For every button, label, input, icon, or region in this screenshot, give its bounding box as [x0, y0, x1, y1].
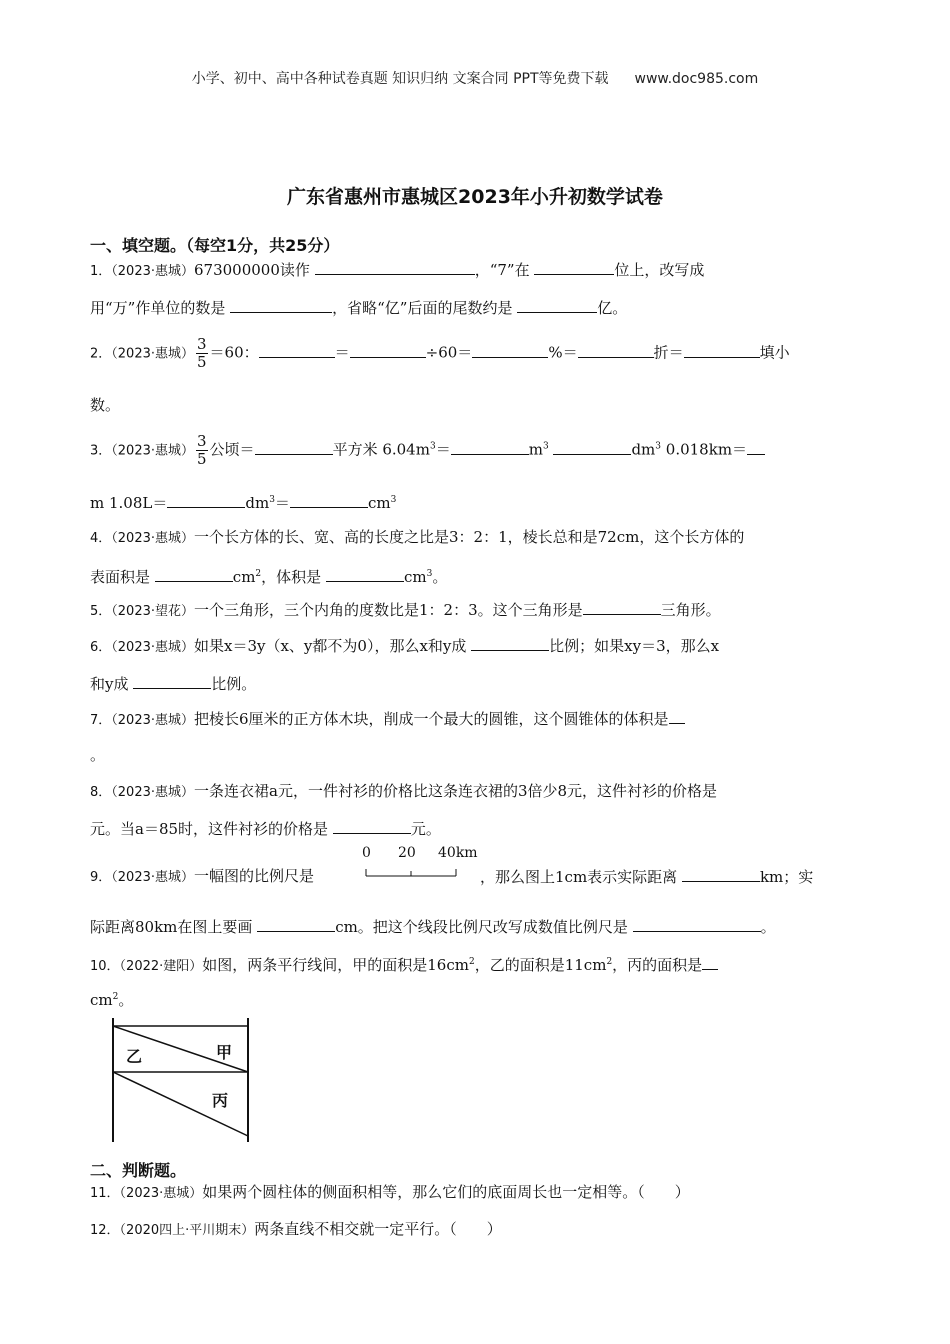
answer-blank[interactable]: [583, 599, 661, 615]
question-source: （2023·惠城）: [119, 1186, 203, 1201]
question-source: （2023·惠城）: [111, 713, 194, 728]
question-source: （2020四上·平川期末）: [119, 1223, 255, 1238]
question-number: 3．: [90, 443, 112, 459]
answer-blank[interactable]: [333, 818, 411, 834]
question-number: 10．: [90, 959, 120, 974]
question-text: 一幅图的比例尺是: [194, 867, 315, 885]
superscript: 3: [655, 441, 662, 452]
question-text: 三角形。: [660, 601, 721, 619]
question-10-line-2: [90, 987, 133, 1010]
question-text: 元。: [410, 820, 441, 838]
label-jia: 甲: [216, 1043, 233, 1062]
question-source: （2023·惠城）: [111, 264, 194, 279]
question-source: （2023·惠城）: [111, 346, 194, 362]
question-8-line-2: [90, 818, 441, 839]
question-number: 2．: [90, 346, 112, 362]
question-text: ＝: [274, 494, 290, 512]
superscript: 2: [468, 957, 475, 967]
page-header: [0, 68, 950, 88]
fraction: $\frac{3}{5}$: [197, 432, 207, 468]
scale-bar: [362, 845, 478, 881]
answer-blank[interactable]: [326, 566, 404, 582]
question-text: 673000000读作: [194, 261, 310, 279]
question-2-line-1: [90, 336, 790, 371]
answer-blank[interactable]: [553, 439, 631, 455]
question-7-line-1: [90, 708, 685, 731]
question-source: （2023·惠城）: [111, 870, 194, 885]
question-1-line-2: [90, 297, 627, 318]
question-9-line-1: [90, 866, 314, 888]
question-source: （2023·惠城）: [111, 640, 194, 655]
question-number: 5．: [90, 604, 112, 619]
question-9-line-2: [90, 916, 776, 937]
answer-blank[interactable]: [669, 708, 685, 724]
question-6-line-1: [90, 635, 719, 658]
question-number: 6．: [90, 640, 112, 655]
question-text: cm: [367, 494, 391, 512]
question-text: ＝60：: [209, 343, 259, 362]
question-text: 亿。: [597, 299, 628, 317]
question-3-line-1: [90, 433, 765, 468]
question-number: 9．: [90, 870, 112, 885]
superscript: 2: [255, 569, 262, 579]
answer-blank[interactable]: [451, 439, 529, 455]
question-11: [90, 1182, 690, 1204]
section-true-false: 二、判断题。: [90, 1161, 187, 1180]
question-text: km；实: [759, 868, 814, 886]
question-number: 8．: [90, 785, 112, 800]
question-text: %＝: [548, 343, 578, 362]
answer-blank[interactable]: [578, 342, 654, 358]
header-url[interactable]: www.doc985.com: [634, 71, 759, 87]
scale-label-40km: 40km: [438, 845, 478, 861]
question-source: （2023·望花）: [111, 604, 194, 619]
answer-blank[interactable]: [155, 566, 233, 582]
question-text: ÷60＝: [425, 343, 473, 362]
question-text: 元。当a＝85时，这件衬衫的价格是: [90, 820, 329, 838]
answer-blank[interactable]: [472, 342, 548, 358]
figure-lines: [108, 1016, 254, 1144]
question-text: cm。把这个线段比例尺改写成数值比例尺是: [335, 918, 628, 936]
superscript: 3: [429, 441, 436, 452]
exam-title: 广东省惠州市惠城区2023年小升初数学试卷: [287, 186, 663, 208]
question-text: ，“7”在: [474, 261, 530, 279]
answer-blank[interactable]: [315, 259, 475, 275]
question-9-line-1b: [480, 866, 813, 887]
question-2-line-2: 数。: [90, 396, 121, 414]
question-text: 位上，改写成: [614, 261, 705, 279]
answer-blank[interactable]: [702, 954, 718, 970]
question-text: 用“万”作单位的数是: [90, 299, 226, 317]
answer-blank[interactable]: [517, 297, 597, 313]
question-10-line-1: [90, 952, 718, 977]
question-1-line-1: [90, 259, 704, 282]
question-text: ，省略“亿”后面的尾数约是: [332, 299, 513, 317]
parallel-lines-figure: [108, 1016, 254, 1144]
scale-label-0: 0: [362, 845, 371, 861]
question-source: （2023·惠城）: [111, 443, 194, 459]
question-7-line-2: 。: [90, 746, 106, 764]
question-text: 一条连衣裙a元，一件衬衫的价格比这条连衣裙的3倍少8元，这件衬衫的价格是: [194, 782, 718, 800]
header-text: 小学、初中、高中各种试卷真题 知识归纳 文案合同 PPT等免费下载: [191, 71, 609, 87]
question-4-line-2: [90, 564, 447, 587]
question-source: （2023·惠城）: [111, 785, 194, 800]
answer-blank[interactable]: [259, 342, 335, 358]
answer-blank[interactable]: [471, 635, 549, 651]
question-text: 比例；如果xy＝3，那么x: [549, 637, 720, 655]
question-5: [90, 599, 721, 622]
question-text: 表面积是: [90, 568, 151, 586]
question-text: ，乙的面积是11cm: [474, 956, 607, 974]
question-text: 。: [118, 991, 134, 1009]
question-text: 。: [760, 918, 776, 936]
question-3-line-2: [90, 490, 396, 513]
question-text: 一个三角形，三个内角的度数比是1：2：3。这个三角形是: [194, 601, 583, 619]
question-text: ，那么图上1cm表示实际距离: [480, 868, 678, 886]
question-text: m: [528, 440, 543, 459]
question-text: 折＝: [653, 343, 684, 362]
label-bing: 丙: [212, 1091, 229, 1110]
question-4-line-1: [90, 527, 744, 549]
answer-blank[interactable]: [682, 866, 760, 882]
question-text: cm: [90, 991, 113, 1009]
superscript: 3: [390, 495, 397, 505]
answer-blank[interactable]: [747, 439, 765, 455]
fraction: $\frac{3}{5}$: [197, 335, 207, 371]
question-12: [90, 1219, 502, 1241]
question-text: dm: [631, 440, 656, 459]
question-number: 1．: [90, 264, 112, 279]
question-text: 和y成: [90, 675, 129, 693]
superscript: 3: [542, 441, 549, 452]
question-text: ＝: [435, 440, 451, 459]
question-text: cm: [232, 568, 256, 586]
question-text: ＝: [334, 343, 350, 362]
superscript: 3: [269, 495, 275, 505]
answer-blank[interactable]: [167, 492, 245, 508]
answer-blank[interactable]: [133, 673, 211, 689]
question-text: 如果x＝3y（x、y都不为0），那么x和y成: [194, 637, 467, 655]
question-text: 两条直线不相交就一定平行。（ ）: [254, 1220, 502, 1238]
question-source: （2022·建阳）: [119, 959, 203, 974]
answer-blank[interactable]: [633, 916, 761, 932]
scale-line: [362, 865, 462, 879]
answer-blank[interactable]: [350, 342, 426, 358]
question-text: ，丙的面积是: [612, 956, 703, 974]
superscript: 2: [606, 957, 613, 967]
label-yi: 乙: [126, 1047, 143, 1066]
question-number: 11．: [90, 1186, 120, 1201]
question-text: 如图，两条平行线间，甲的面积是16cm: [202, 956, 469, 974]
question-8-line-1: [90, 781, 717, 803]
question-text: dm: [245, 494, 270, 512]
question-text: m 1.08L＝: [90, 494, 168, 512]
question-6-line-2: [90, 673, 256, 694]
question-text: 。: [432, 568, 448, 586]
question-text: 填小: [759, 343, 790, 362]
section-fill-blank: 一、填空题。（每空1分，共25分）: [90, 236, 340, 255]
question-number: 4．: [90, 531, 112, 546]
answer-blank[interactable]: [684, 342, 760, 358]
question-text: 0.018km＝: [661, 440, 748, 459]
scale-label-20: 20: [398, 845, 416, 861]
question-text: 平方米 6.04m: [332, 440, 430, 459]
answer-blank[interactable]: [230, 297, 332, 313]
question-text: 一个长方体的长、宽、高的长度之比是3：2：1，棱长总和是72cm，这个长方体的: [194, 528, 745, 546]
question-text: 比例。: [211, 675, 257, 693]
superscript: 2: [112, 992, 119, 1002]
superscript: 3: [426, 569, 433, 579]
question-number: 12．: [90, 1223, 120, 1238]
answer-blank[interactable]: [255, 439, 333, 455]
question-text: 把棱长6厘米的正方体木块，削成一个最大的圆锥，这个圆锥体的体积是: [194, 710, 669, 728]
question-text: cm: [403, 568, 427, 586]
question-text: 如果两个圆柱体的侧面积相等，那么它们的底面周长也一定相等。（ ）: [202, 1183, 690, 1201]
question-source: （2023·惠城）: [111, 531, 194, 546]
question-text: 公顷＝: [209, 440, 255, 459]
answer-blank[interactable]: [290, 492, 368, 508]
question-text: 际距离80km在图上要画: [90, 918, 253, 936]
answer-blank[interactable]: [534, 259, 614, 275]
question-text: ，体积是: [261, 568, 322, 586]
question-number: 7．: [90, 713, 112, 728]
answer-blank[interactable]: [257, 916, 335, 932]
